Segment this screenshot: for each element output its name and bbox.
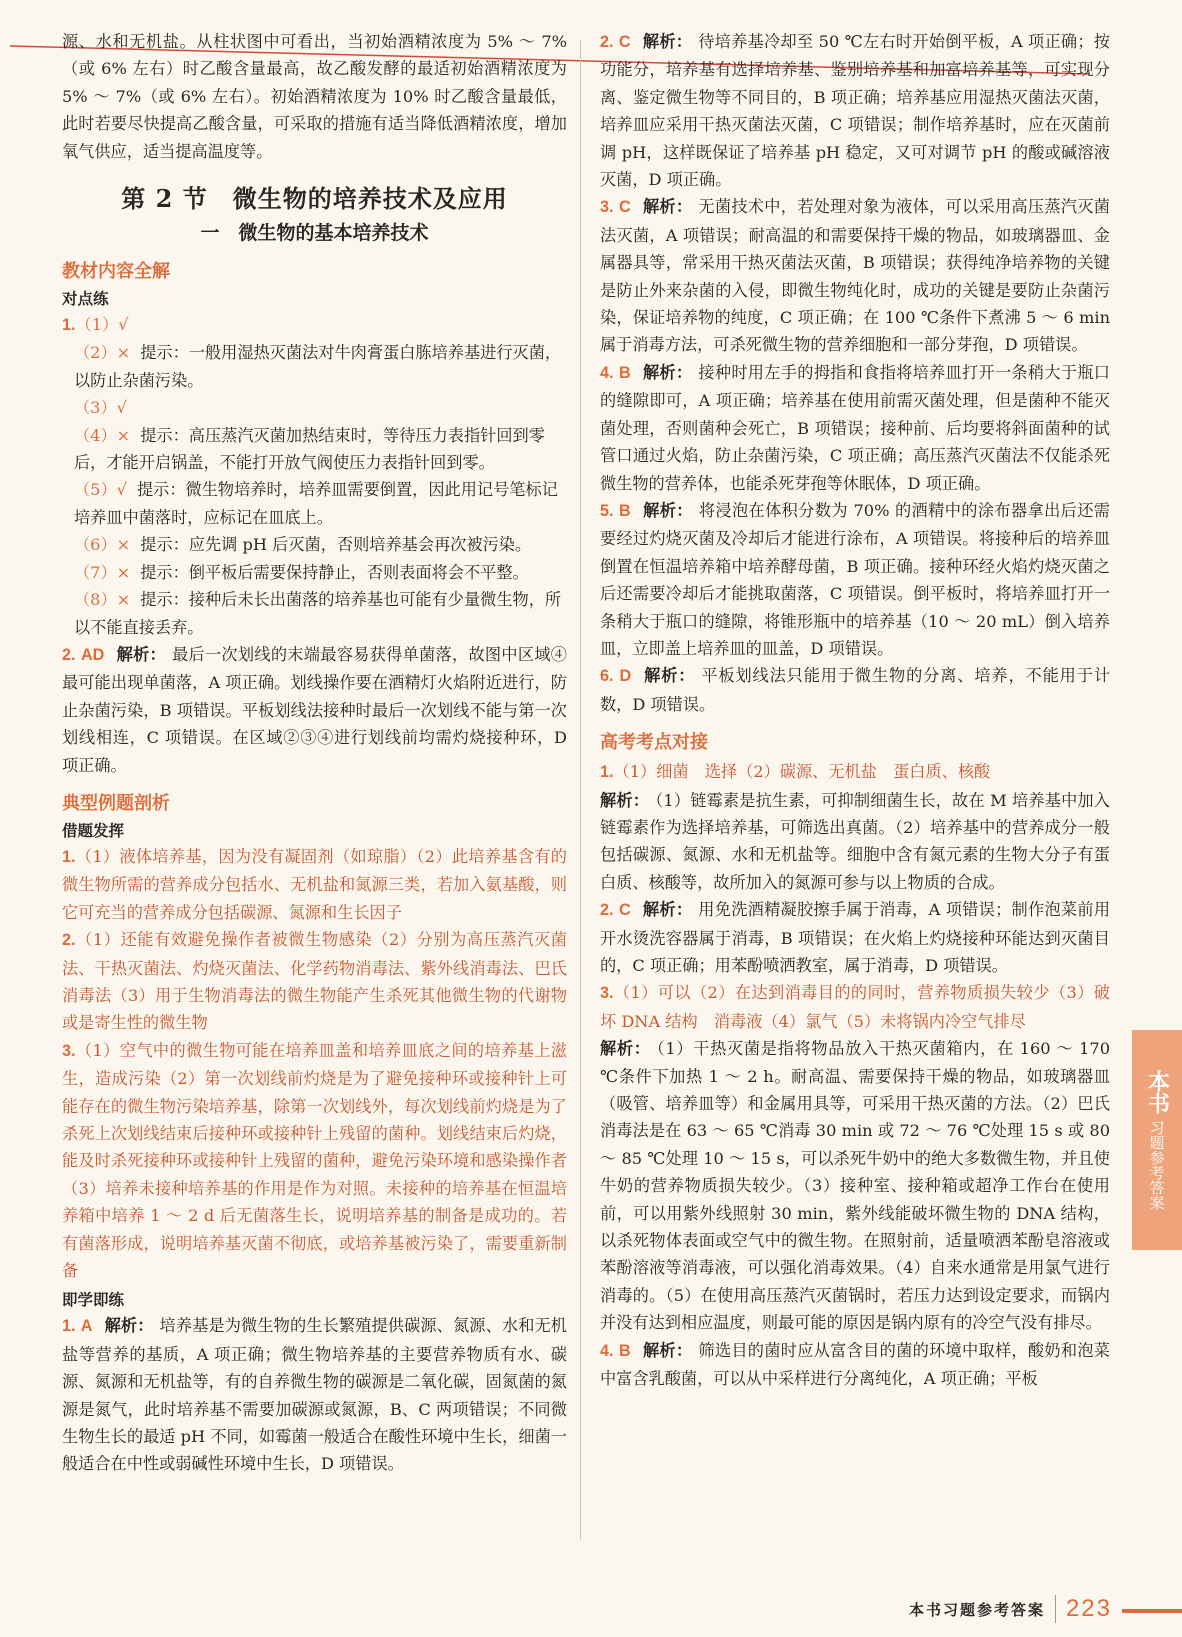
footer-text: 本书习题参考答案 xyxy=(908,1600,1045,1619)
answer-4: 4. B 解析： 接种时用左手的拇指和食指将培养皿打开一条稍大于瓶口的缝隙即可，A 项正确；培养基在使用前需灭菌处理，但是菌种不能灭菌处理，否则菌种会死亡，B 项错误；接种前、后均要将斜面菌种的试管口通过火焰，防止杂菌污染，C 项正确；高压蒸汽灭菌法不仅能杀死微生物的营养体，也能杀死芽孢等休眠体，D 项正确。 xyxy=(600,362,1110,493)
heading-borrow: 借题发挥 xyxy=(62,821,125,840)
section-title: 第 2 节 微生物的培养技术及应用 xyxy=(121,184,508,214)
right-column xyxy=(600,28,1110,1393)
heading-learn: 即学即练 xyxy=(62,1291,125,1310)
heading-gaokao: 高考考点对接 xyxy=(600,732,708,754)
question-2: 2. AD 解析： 最后一次划线的末端最容易获得单菌落，故图中区域④最可能出现单菌落，A 项正确。划线操作要在酒精灯火焰附近进行，防止杂菌污染，B 项错误。平板划线法接种时最后一次划线不能与第一次划线相连，C 项错误。在区域②③④进行划线前均需灼烧接种环，D 项正确。 xyxy=(62,644,567,775)
subsection-title: 一 微生物的基本培养技术 xyxy=(200,222,429,245)
judge-item: （7）× 提示：倒平板后需要保持静止，否则表面将会不平整。 xyxy=(74,562,529,582)
judge-item: （6）× 提示：应先调 pH 后灭菌，否则培养基会再次被污染。 xyxy=(74,535,532,555)
borrow-3: 3.（1）空气中的微生物可能在培养皿盖和培养皿底之间的培养基上滋生，造成污染（2）第一次划线前灼烧是为了避免接种环或接种针上可能存在的微生物污染培养基，除第一次划线外，每次划线前灼烧是为了杀死上次划线结束后接种环或接种针上残留的菌种。划线结束后灼烧，能及时杀死接种环或接种针上残留的菌种，避免污染环境和感染操作者（3）培养未接种培养基的作用是作为对照。未接种的培养基在恒温培养箱中培养 1 ～ 2 d 后无菌落生长，说明培养基的制备是成功的。若有菌落形成，说明培养基灭菌不彻底，或培养基被污染了，需要重新制备 xyxy=(62,1040,567,1281)
answer-6: 6. D 解析： 平板划线法只能用于微生物的分离、培养，不能用于计数，D 项错误。 xyxy=(600,666,1111,714)
question-number: 1. xyxy=(62,316,76,335)
column-divider xyxy=(580,40,581,1540)
intro-paragraph: 源、水和无机盐。从柱状图中可看出，当初始酒精浓度为 5% ～ 7%（或 6% 左右）时乙酸含量最高，故乙酸发酵的最适初始酒精浓度为 5% ～ 7%（或 6% 左右）。初始酒精浓度为 10% 时乙酸含量最低，此时若要尽快提高乙酸含量，可采取的措施有适当降低酒精浓度，增加氧气供应，适当提高温度等。 xyxy=(62,32,567,161)
gaokao-1-answer: 1.（1）细菌 选择（2）碳源、无机盐 蛋白质、核酸 xyxy=(600,762,991,782)
gaokao-2: 2. C 解析： 用免洗酒精凝胶擦手属于消毒，A 项错误；制作泡菜前用开水烫洗容器属于消毒，B 项错误；在火焰上灼烧接种环能达到灭菌目的，C 项正确；用苯酚喷洒教室，属于消毒，D 项错误。 xyxy=(600,900,1111,975)
learn-1: 1. A 解析： 培养基是为微生物的生长繁殖提供碳源、氮源、水和无机盐等营养的基质，A 项正确；微生物培养基的主要营养物质有水、碳源、氮源和无机盐等，有的自养微生物的碳源是二氧化碳，固氮菌的氮源是氮气，此时培养基不需要加碳源或氮源，B、C 两项错误；不同微生物生长的最适 pH 不同，如霉菌一般适合在酸性环境中生长，细菌一般适合在中性或弱碱性环境中生长，D 项错误。 xyxy=(62,1316,567,1474)
footer-accent-bar xyxy=(1122,1609,1182,1613)
gaokao-1-analysis: 解析： （1）链霉素是抗生素，可抑制细菌生长，故在 M 培养基中加入链霉素作为选择培养基，可筛选出真菌。（2）培养基中的营养成分一般包括碳源、氮源、水和无机盐等。细胞中含有氮元素的生物大分子有蛋白质、核酸等，故所加入的氮源可参与以上物质的合成。 xyxy=(600,790,1110,892)
answer-2: 2. C 解析： 待培养基冷却至 50 ℃左右时开始倒平板，A 项正确；按功能分，培养基有选择培养基、鉴别培养基和加富培养基等，可实现分离、鉴定微生物等不同目的，B 项正确；培养基应用湿热灭菌法灭菌，培养皿应采用干热灭菌法灭菌，C 项错误；制作培养基时，应在灭菌前调 pH，这样既保证了培养基 pH 稳定，又可对调节 pH 的酸或碱溶液灭菌，D 项正确。 xyxy=(600,32,1110,190)
judge-item: （4）× 提示：高压蒸汽灭菌加热结束时，等待压力表指针回到零后，才能开启锅盖，不能打开放气阀使压力表指针回到零。 xyxy=(74,425,545,473)
answer-5: 5. B 解析： 将浸泡在体积分数为 70% 的酒精中的涂布器拿出后还需要经过灼烧灭菌及冷却后才能进行涂布，A 项错误。将接种后的培养皿倒置在恒温培养箱中培养酵母菌，B 项正确。接种环经火焰灼烧灭菌之后还需要冷却后才能挑取菌落，C 项错误。倒平板时，将培养皿打开一条稍大于瓶口的缝隙，将锥形瓶中的培养基（10 ～ 20 mL）倒入培养皿，立即盖上培养皿的皿盖，D 项错误。 xyxy=(600,500,1110,658)
gaokao-4: 4. B 解析： 筛选目的菌时应从富含目的菌的环境中取样，酸奶和泡菜中富含乳酸菌，可以从中采样进行分离纯化，A 项正确；平板 xyxy=(600,1340,1110,1389)
gaokao-3-analysis: 解析： （1）干热灭菌是指将物品放入干热灭菌箱内，在 160 ～ 170 ℃条件下加热 1 ～ 2 h。耐高温、需要保持干燥的物品，如玻璃器皿（吸管、培养皿等）和金属用具等，可采用干热灭菌的方法。（2）巴氏消毒法是在 63 ～ 65 ℃消毒 30 min 或 72 ～ 76 ℃处理 15 s 或 80 ～ 85 ℃处理 10 ～ 15 s，可以杀死牛奶中的绝大多数微生物，并且使牛奶的营养物质损失较少。（3）接种室、接种箱或超净工作台在使用前，可以用紫外线照射 30 min，紫外线能破坏微生物的 DNA 结构，以杀死物体表面或空气中的微生物。在照射前，适量喷洒苯酚皂溶液或苯酚溶液等消毒液，可以强化消毒效果。（4）自来水通常是用氯气进行消毒的。（5）在使用高压蒸汽灭菌锅时，若压力达到设定要求，而锅内并没有达到相应温度，则最可能的原因是锅内原有的冷空气没有排尽。 xyxy=(600,1039,1110,1333)
side-tab: 本书 习题参考答案 xyxy=(1132,1030,1182,1250)
page-number: 223 xyxy=(1055,1595,1112,1623)
heading-practice: 对点练 xyxy=(62,290,109,309)
gaokao-3-answer: 3.（1）可以（2）在达到消毒目的的同时，营养物质损失较少（3）破坏 DNA 结构 消毒液（4）氯气（5）未将锅内冷空气排尽 xyxy=(600,983,1110,1031)
judge-item: （2）× 提示：一般用湿热灭菌法对牛肉膏蛋白胨培养基进行灭菌，以防止杂菌污染。 xyxy=(74,343,562,390)
heading-material: 教材内容全解 xyxy=(62,261,170,283)
question-1 xyxy=(62,311,567,339)
answer-3: 3. C 解析： 无菌技术中，若处理对象为液体，可以采用高压蒸汽灭菌法灭菌，A 项错误；耐高温的和需要保持干燥的物品，如玻璃器皿、金属器具等，常采用干热灭菌法灭菌，B 项错误；获得纯净培养物的关键是防止外来杂菌的入侵，即微生物纯化时，成功的关键是要防止杂菌污染，保证培养物的纯度，C 项正确；在 100 ℃条件下煮沸 5 ～ 6 min 属于消毒方法，可杀死微生物的营养细胞和一部分芽孢，D 项错误。 xyxy=(600,197,1110,355)
judge-item: （8）× 提示：接种后未长出菌落的培养基也可能有少量微生物，所以不能直接丢弃。 xyxy=(74,590,562,637)
judge-mark: （1）√ xyxy=(75,315,129,335)
answer-choice: AD xyxy=(80,645,105,664)
borrow-2: 2.（1）还能有效避免操作者被微生物感染（2）分别为高压蒸汽灭菌法、干热灭菌法、灼烧灭菌法、化学药物消毒法、紫外线消毒法、巴氏消毒法（3）用于生物消毒法的微生物能产生杀死其他微生物的代谢物或是寄生性的微生物 xyxy=(62,930,567,1033)
judge-item: （3）√ xyxy=(74,398,127,418)
heading-examples: 典型例题剖析 xyxy=(62,792,170,814)
page-footer xyxy=(909,1595,1112,1623)
left-column xyxy=(62,28,567,1478)
borrow-1: 1.（1）液体培养基，因为没有凝固剂（如琼脂）（2）此培养基含有的微生物所需的营养成分包括水、无机盐和氮源三类，若加入氨基酸，则它可充当的营养成分包括碳源、氮源和生长因子 xyxy=(62,846,567,922)
judge-item: （5）√ 提示：微生物培养时，培养皿需要倒置，因此用记号笔标记培养皿中菌落时，应标记在皿底上。 xyxy=(74,480,558,527)
